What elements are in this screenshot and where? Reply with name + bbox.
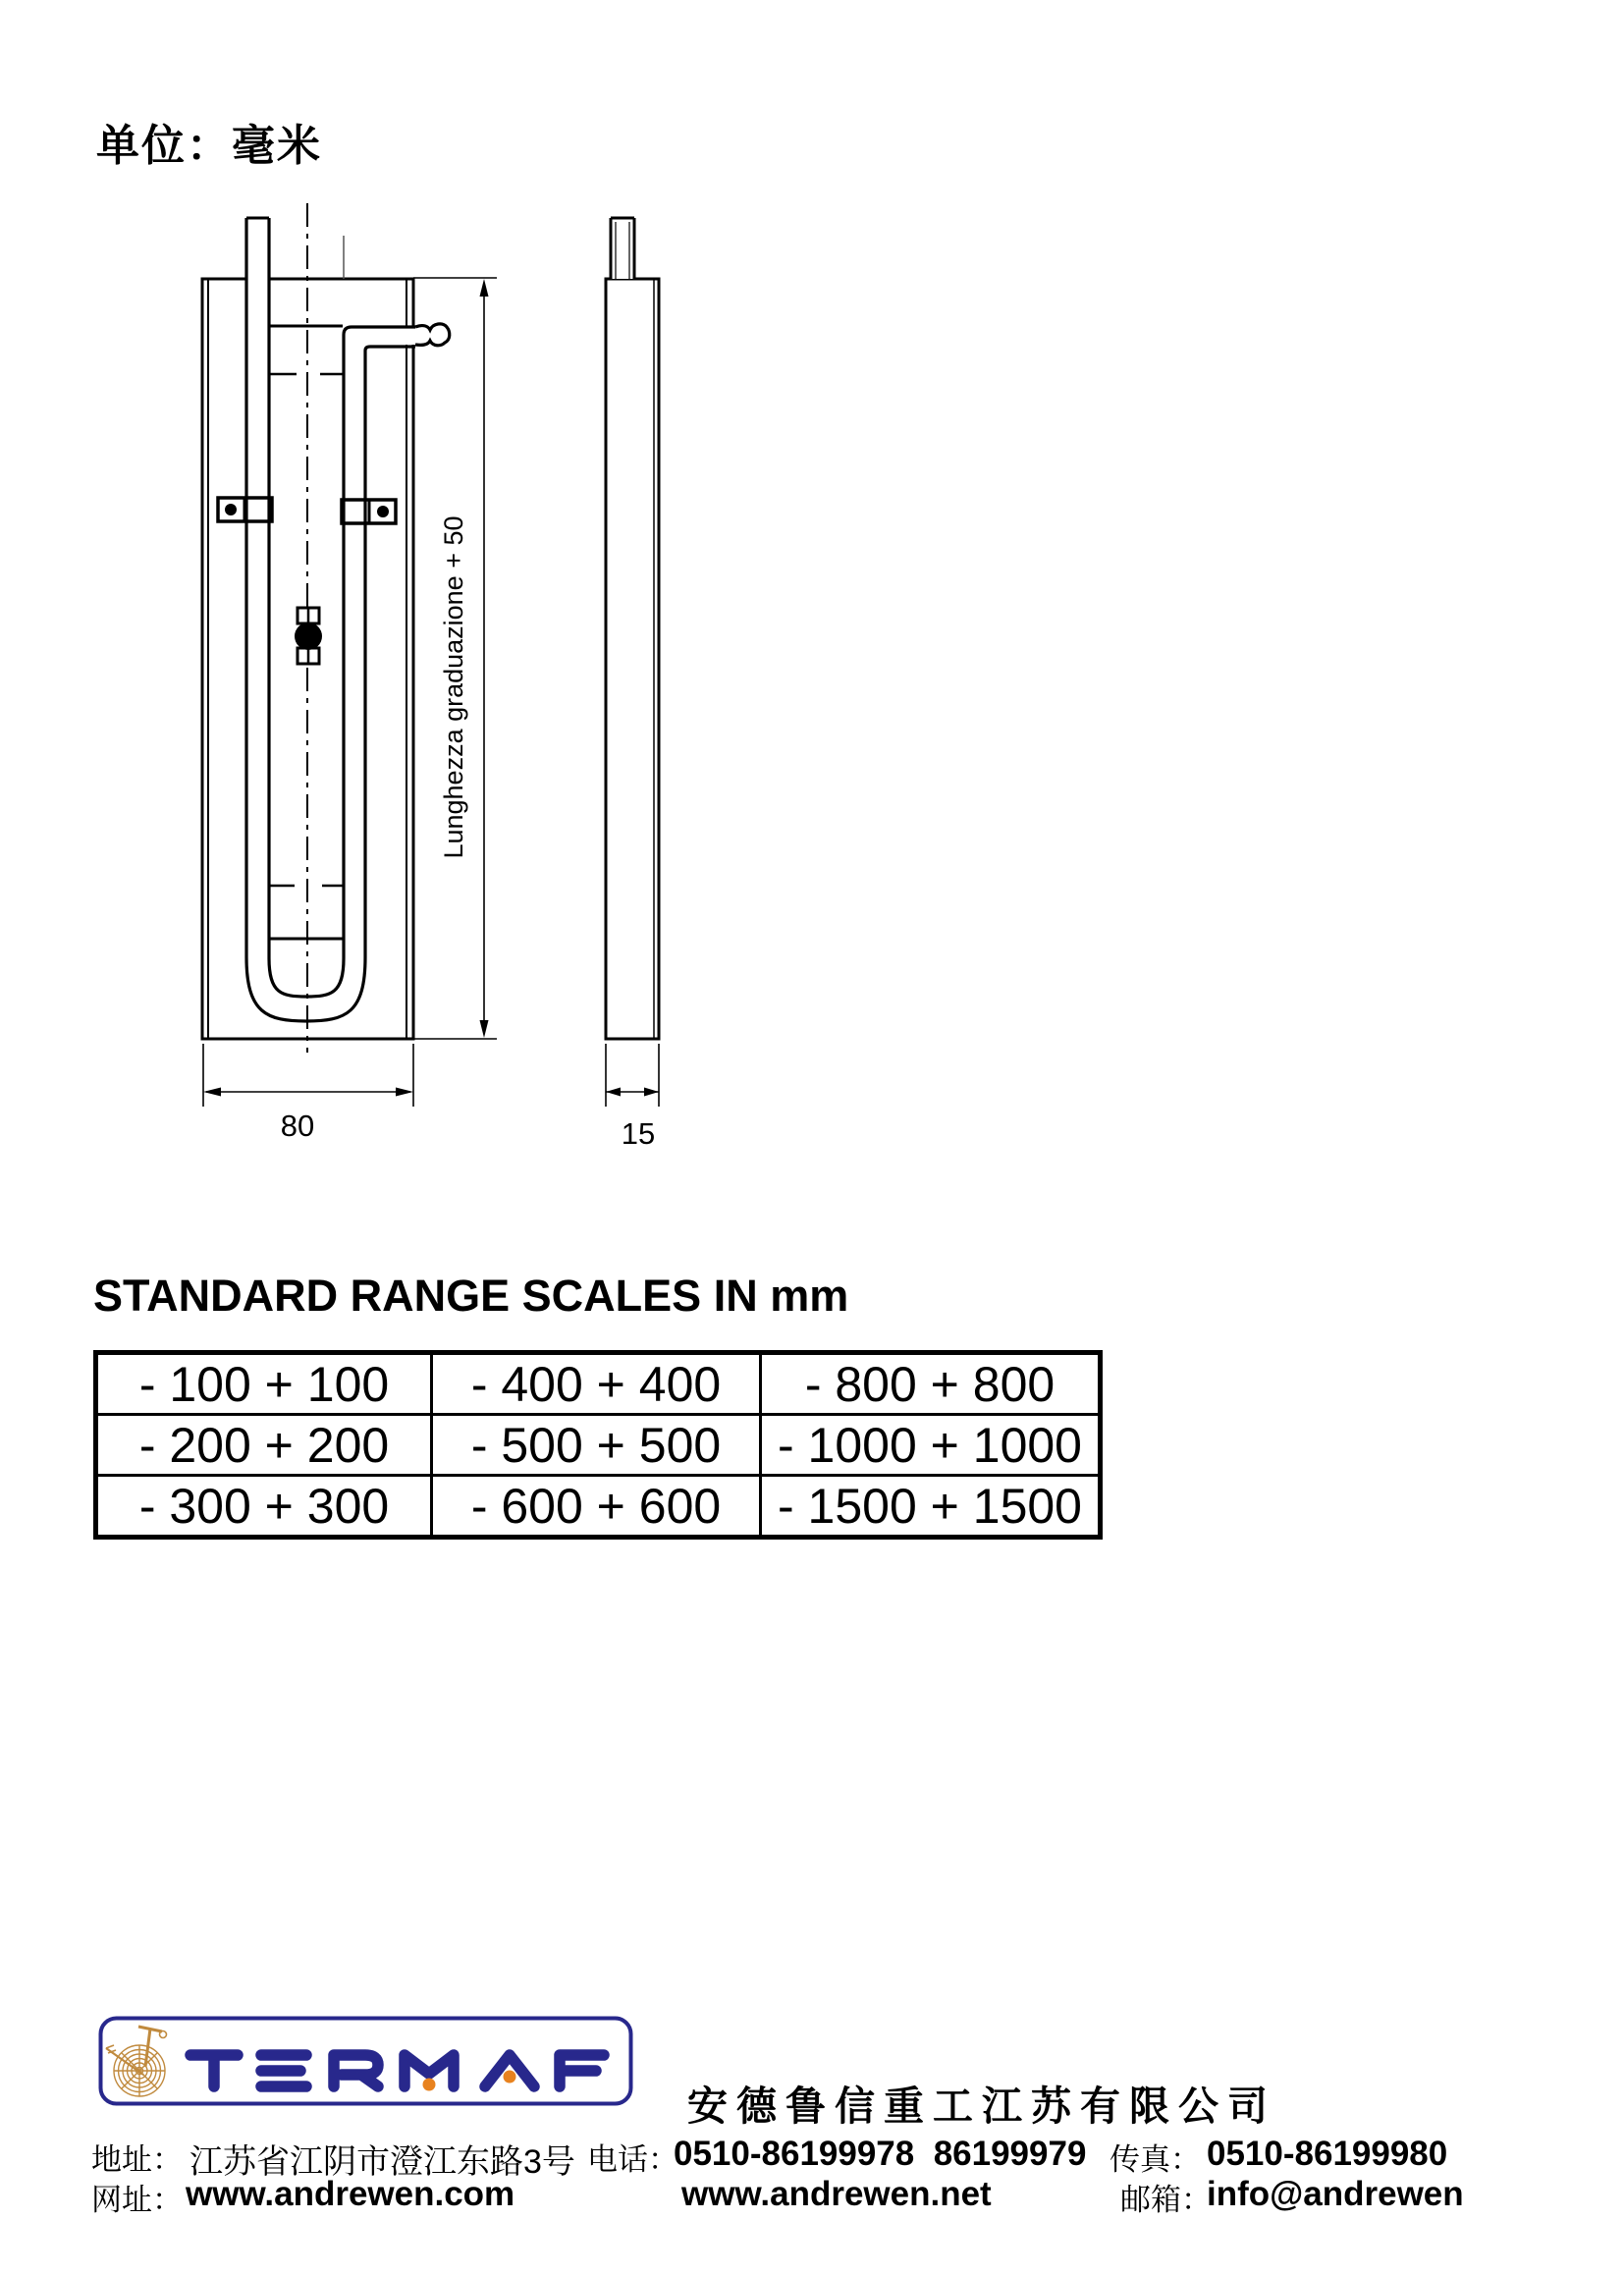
- range-cell: - 400 + 400: [432, 1353, 761, 1415]
- scales-table: [93, 1350, 1103, 1540]
- range-cell: - 500 + 500: [432, 1415, 761, 1476]
- scale-length-label: Lunghezza graduazione + 50: [439, 515, 468, 859]
- range-cell: - 1500 + 1500: [761, 1476, 1101, 1538]
- range-cell: - 200 + 200: [96, 1415, 432, 1476]
- fax-label: 传真：: [1110, 2142, 1201, 2177]
- dimension-scale-length: [413, 278, 497, 1039]
- connection-nipple: [415, 324, 450, 346]
- range-cell: - 600 + 600: [432, 1476, 761, 1538]
- side-view: [606, 218, 659, 1039]
- termaf-logo: [98, 2016, 633, 2106]
- dimension-front-width: [203, 1044, 413, 1143]
- website-label: 网址：: [91, 2183, 183, 2217]
- fax-value: 0510-86199980: [1207, 2135, 1448, 2173]
- address-label: 地址：: [91, 2142, 183, 2177]
- phone-label: 电话：: [587, 2142, 678, 2177]
- range-cell: - 100 + 100: [96, 1353, 432, 1415]
- range-cell: - 1000 + 1000: [761, 1415, 1101, 1476]
- table-row: [96, 1353, 1101, 1415]
- range-cell: - 800 + 800: [761, 1353, 1101, 1415]
- front-view: [202, 203, 450, 1053]
- side-width-label: 15: [621, 1116, 656, 1151]
- technical-drawing: [137, 187, 766, 1159]
- range-cell: - 300 + 300: [96, 1476, 432, 1538]
- unit-label: 单位：毫米: [96, 122, 322, 170]
- termaf-logo-text: [0, 0, 1, 1]
- company-name: 安德鲁信重工江苏有限公司: [687, 2084, 1276, 2129]
- scales-heading: STANDARD RANGE SCALES IN mm: [93, 1271, 849, 1321]
- front-width-label: 80: [280, 1109, 315, 1143]
- orange-dot-m: [423, 2079, 436, 2091]
- dimension-side-width: [606, 1044, 659, 1151]
- phone-value: 0510-86199978 86199979: [674, 2135, 1087, 2173]
- email-label: 邮箱：: [1120, 2183, 1212, 2217]
- website-value-2: www.andrewen.net: [681, 2175, 992, 2213]
- float-indicator: [295, 608, 322, 664]
- orange-dot-a: [504, 2071, 516, 2084]
- table-row: [96, 1415, 1101, 1476]
- table-row: [96, 1476, 1101, 1538]
- website-value-1: www.andrewen.com: [186, 2175, 515, 2213]
- email-value: info@andrewen: [1207, 2175, 1464, 2213]
- address-value: 江苏省江阴市澄江东路3号: [189, 2143, 575, 2181]
